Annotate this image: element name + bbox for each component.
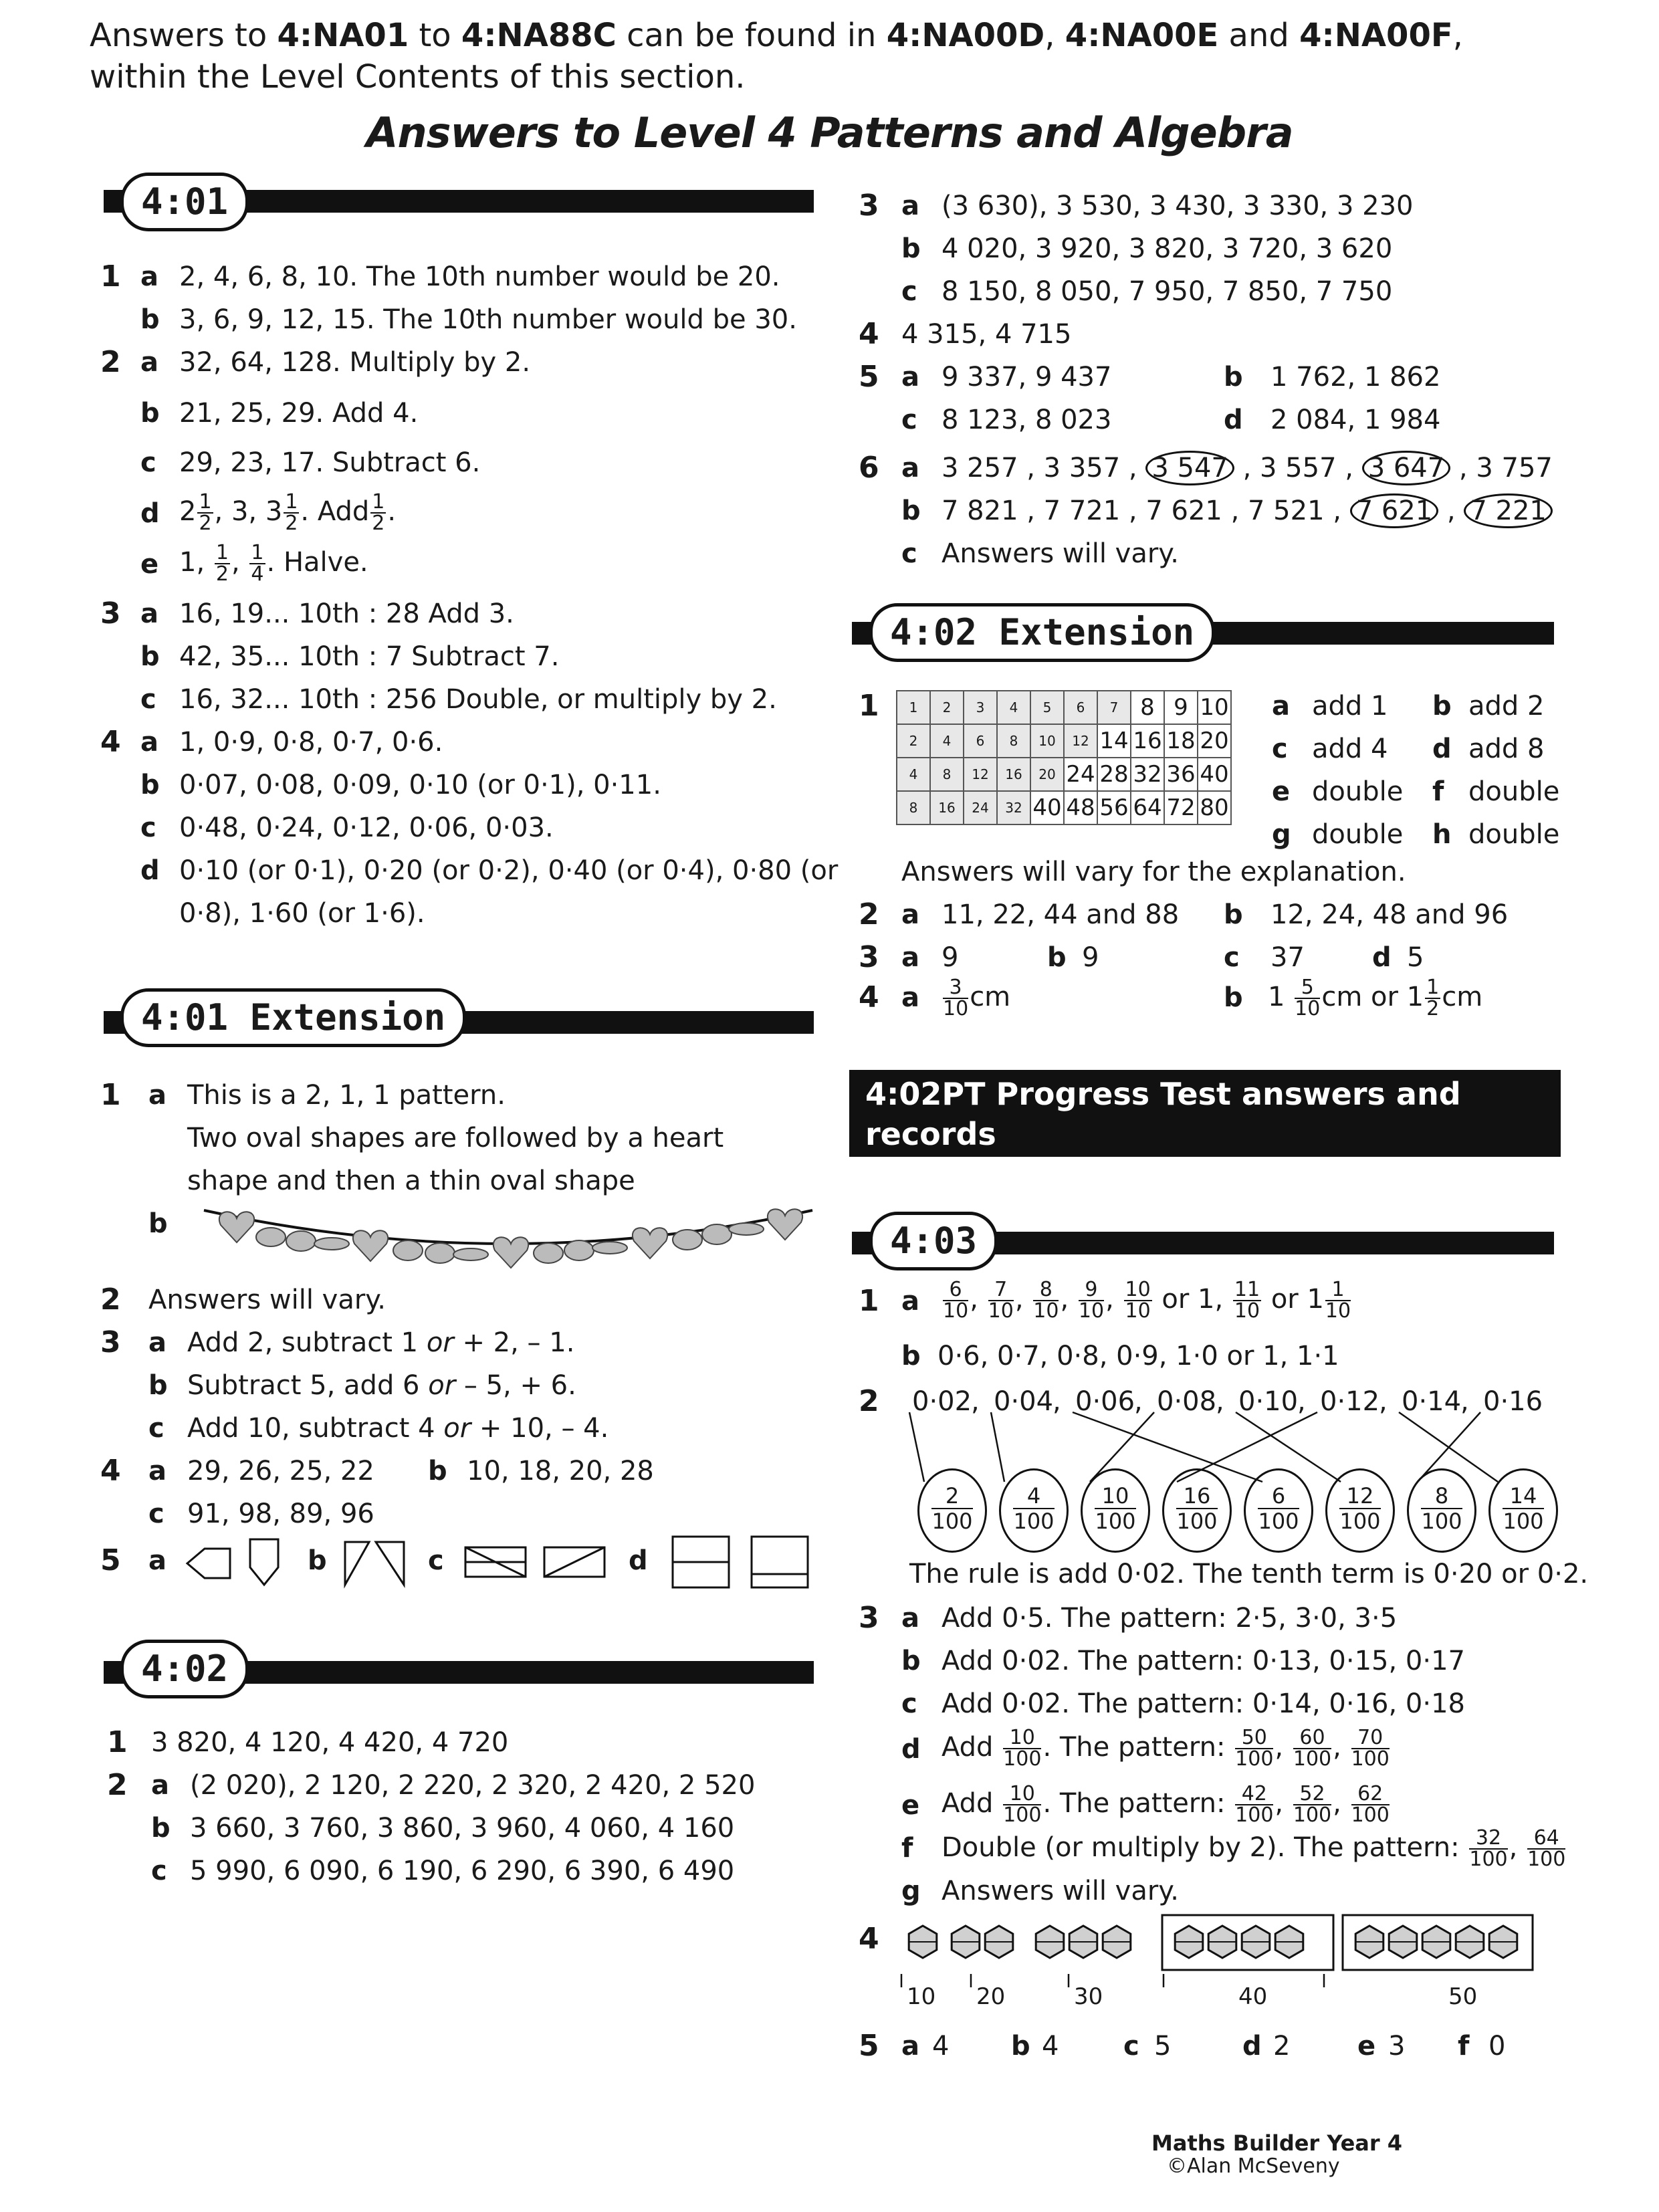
q-letter: a	[140, 261, 158, 292]
separator: ,	[1134, 1386, 1143, 1417]
q-number: 4	[859, 1922, 879, 1956]
answer-text: 8 123, 8 023	[942, 405, 1112, 435]
fraction-oval	[999, 1468, 1069, 1553]
q-letter: f	[1458, 2031, 1470, 2062]
book-title: Maths Builder Year 4	[1151, 2130, 1403, 2156]
q-letter: d	[1432, 734, 1452, 764]
answer-text: 1, 0·9, 0·8, 0·7, 0·6.	[179, 727, 443, 758]
grid-cell: 48	[1064, 791, 1097, 824]
q-letter: d	[629, 1545, 648, 1576]
fraction-oval	[1407, 1468, 1476, 1553]
section-heading-4-03: 4:03	[869, 1212, 998, 1270]
grid-cell: 2	[897, 724, 930, 758]
fraction: $\frac{5}{10}$	[1295, 976, 1321, 1020]
q-letter: a	[901, 899, 919, 930]
answer-text: 9	[942, 942, 959, 973]
separator: ,	[1379, 1386, 1388, 1417]
circled-value: 7 221	[1464, 493, 1553, 528]
answer-text: 0·07, 0·08, 0·09, 0·10 (or 0·1), 0·11.	[179, 770, 661, 800]
answer-text: 2, 4, 6, 8, 10. The 10th number would be 20.	[179, 261, 780, 292]
q-letter: f	[901, 1833, 913, 1864]
q-number: 3	[100, 1325, 121, 1359]
grid-cell: 20	[1198, 724, 1231, 758]
q-letter: a	[901, 191, 919, 221]
q-number: 4	[859, 980, 879, 1014]
answer-text: 4 315, 4 715	[901, 319, 1072, 350]
q-letter: a	[901, 982, 919, 1013]
q-number: 6	[859, 451, 879, 485]
q-letter: b	[1224, 982, 1243, 1013]
fraction: $\frac{6}{10}$	[943, 1278, 969, 1323]
answer-text: 1 $\frac{5}{10}$ cm or 1 $\frac{1}{2}$ cm	[1268, 976, 1483, 1020]
answer-text: 0·48, 0·24, 0·12, 0·06, 0·03.	[179, 812, 554, 843]
grid-cell: 6	[964, 724, 997, 758]
q-letter: d	[1242, 2031, 1262, 2062]
q-letter: b	[901, 1646, 921, 1676]
answer-text: $\frac{6}{10}$ , $\frac{7}{10}$ , $\frac{8}{10}$ , $\frac{9}{10}$ , $\frac{10}{10}$ or 1, $\frac{11}{10}$ or 1 $\frac{1}{10}$	[943, 1278, 1351, 1323]
shape-answer-a	[181, 1535, 288, 1590]
answer-text: 9	[1082, 942, 1099, 973]
hexagon-count-label: 20	[976, 1983, 1006, 2010]
q-letter: b	[140, 770, 160, 800]
answer-text: Add 10, subtract 4 or + 10, – 4.	[187, 1413, 609, 1444]
answer-text: shape and then a thin oval shape	[187, 1166, 635, 1196]
answer-text: 37	[1270, 942, 1305, 973]
q-letter: h	[1432, 819, 1452, 850]
answer-text: 8 150, 8 050, 7 950, 7 850, 7 750	[942, 276, 1393, 307]
q-number: 4	[859, 317, 879, 351]
grid-cell: 28	[1097, 758, 1131, 791]
answer-text: 2	[1273, 2031, 1291, 2062]
fraction-oval	[1244, 1468, 1313, 1553]
fraction-oval	[917, 1468, 987, 1553]
answer-text: 0·6, 0·7, 0·8, 0·9, 1·0 or 1, 1·1	[937, 1341, 1339, 1371]
q-letter: a	[148, 1080, 167, 1111]
answer-text: 0·8), 1·60 (or 1·6).	[179, 898, 425, 929]
q-letter: c	[140, 684, 156, 715]
fraction: $\frac{16}{100}$	[1176, 1483, 1218, 1534]
fraction: $\frac{52}{100}$	[1293, 1782, 1332, 1827]
grid-cell: 24	[964, 791, 997, 824]
grid-cell: 4	[997, 691, 1030, 724]
q-number: 5	[100, 1543, 121, 1577]
answer-text: Add 0·5. The pattern: 2·5, 3·0, 3·5	[942, 1603, 1398, 1634]
q-letter: b	[148, 1370, 168, 1401]
answer-text: 3 257 , 3 357 , 3 547 , 3 557 , 3 647 , 3 757	[942, 452, 1553, 484]
grid-cell: 16	[1131, 724, 1164, 758]
answer-text: (2 020), 2 120, 2 220, 2 320, 2 420, 2 520	[190, 1770, 756, 1801]
separator: ,	[1216, 1386, 1224, 1417]
answer-text: 32, 64, 128. Multiply by 2.	[179, 347, 531, 378]
answer-text: 0	[1488, 2031, 1506, 2062]
grid-cell: 10	[1198, 691, 1231, 724]
grid-cell: 80	[1198, 791, 1231, 824]
answer-text: 3 660, 3 760, 3 860, 3 960, 4 060, 4 160	[190, 1813, 735, 1844]
q-letter: b	[1432, 691, 1452, 722]
fraction: $\frac{12}{100}$	[1339, 1483, 1381, 1534]
sequence-term: 0·08	[1157, 1386, 1217, 1417]
q-letter: c	[140, 812, 156, 843]
answer-text: 3, 6, 9, 12, 15. The 10th number would be 30.	[179, 304, 797, 335]
q-letter: a	[901, 453, 919, 483]
grid-cell: 2	[930, 691, 964, 724]
q-letter: d	[1224, 405, 1243, 435]
q-letter: a	[1272, 691, 1290, 722]
answer-text: 4 020, 3 920, 3 820, 3 720, 3 620	[942, 233, 1393, 264]
fraction: $\frac{1}{4}$	[251, 541, 264, 586]
q-letter: c	[901, 1688, 917, 1719]
answer-text: 2 084, 1 984	[1270, 405, 1441, 435]
fraction: $\frac{60}{100}$	[1293, 1726, 1332, 1771]
sequence-term: 0·10	[1238, 1386, 1299, 1417]
number-grid	[896, 690, 1232, 825]
answer-text: 21, 25, 29. Add 4.	[179, 398, 419, 429]
q-number: 1	[859, 1284, 879, 1318]
hexagon-count-label: 10	[907, 1983, 936, 2010]
fraction: $\frac{1}{2}$	[285, 490, 298, 535]
grid-cell: 9	[1164, 691, 1198, 724]
q-letter: a	[140, 347, 158, 378]
grid-cell: 36	[1164, 758, 1198, 791]
q-letter: e	[140, 549, 159, 580]
shape-answer-c	[461, 1542, 609, 1582]
grid-cell: 32	[997, 791, 1030, 824]
grid-row	[897, 791, 1231, 824]
sequence-term: 0·14	[1402, 1386, 1462, 1417]
q-number: 1	[859, 689, 879, 723]
answer-text: 29, 26, 25, 22	[187, 1456, 374, 1486]
grid-row	[897, 691, 1231, 724]
q-letter: a	[901, 1603, 919, 1634]
q-letter: a	[901, 942, 919, 973]
grid-cell: 16	[930, 791, 964, 824]
grid-row	[897, 724, 1231, 758]
q-letter: e	[1357, 2031, 1376, 2062]
q-letter: b	[151, 1813, 171, 1844]
answer-text: double	[1468, 819, 1560, 850]
q-letter: c	[1272, 734, 1288, 764]
q-letter: b	[901, 233, 921, 264]
q-letter: a	[148, 1456, 167, 1486]
fraction: $\frac{8}{100}$	[1421, 1483, 1462, 1534]
sequence-term: 0·06	[1075, 1386, 1135, 1417]
answer-text: Add $\frac{10}{100}$ . The pattern: $\frac{50}{100}$ , $\frac{60}{100}$ , $\frac{70}{100}$	[942, 1726, 1390, 1771]
q-letter: b	[140, 398, 160, 429]
q-letter: b	[901, 495, 921, 526]
answer-text: (3 630), 3 530, 3 430, 3 330, 3 230	[942, 191, 1414, 221]
fraction: $\frac{32}{100}$	[1469, 1826, 1508, 1871]
q-letter: a	[151, 1770, 169, 1801]
answer-text: 10, 18, 20, 28	[467, 1456, 654, 1486]
fraction: $\frac{9}{10}$	[1078, 1278, 1105, 1323]
circled-value: 3 647	[1362, 451, 1451, 485]
bead-necklace-pattern	[201, 1197, 816, 1284]
fraction: $\frac{8}{10}$	[1033, 1278, 1059, 1323]
q-number: 2	[100, 1283, 121, 1317]
q-letter: d	[901, 1734, 921, 1765]
answer-text: 16, 19... 10th : 28 Add 3.	[179, 598, 514, 629]
separator: ,	[971, 1386, 980, 1417]
grid-cell: 32	[1131, 758, 1164, 791]
hexagon-count-label: 50	[1448, 1983, 1478, 2010]
answer-text: 2 $\frac{1}{2}$ , 3, 3 $\frac{1}{2}$ . Add $\frac{1}{2}$ .	[179, 490, 397, 535]
answer-text: $\frac{3}{10}$ cm	[943, 976, 1011, 1020]
q-letter: c	[151, 1856, 167, 1886]
q-number: 5	[859, 360, 879, 394]
q-number: 2	[100, 345, 121, 379]
q-letter: a	[140, 598, 158, 629]
answer-text: 5	[1407, 942, 1424, 973]
q-letter: a	[901, 362, 919, 393]
answer-text: Answers will vary.	[942, 538, 1179, 569]
page-title: Answers to Level 4 Patterns and Algebra	[366, 108, 1293, 157]
grid-row	[897, 758, 1231, 791]
grid-cell: 24	[1064, 758, 1097, 791]
answer-text: 3 820, 4 120, 4 420, 4 720	[151, 1727, 509, 1758]
answer-text: 9 337, 9 437	[942, 362, 1112, 393]
answer-text: Answers will vary.	[942, 1876, 1179, 1906]
sequence-term: 0·04	[994, 1386, 1054, 1417]
answer-text: 3	[1388, 2031, 1406, 2062]
separator: ,	[1053, 1386, 1061, 1417]
fraction: $\frac{10}{100}$	[1095, 1483, 1136, 1534]
q-letter: b	[428, 1456, 447, 1486]
answer-text: 29, 23, 17. Subtract 6.	[179, 447, 481, 478]
fraction: $\frac{10}{100}$	[1003, 1782, 1042, 1827]
section-heading-4-01: 4:01	[120, 173, 249, 231]
q-number: 4	[100, 725, 121, 759]
q-letter: b	[1224, 899, 1243, 930]
fraction: $\frac{1}{2}$	[199, 490, 212, 535]
grid-cell: 20	[1030, 758, 1064, 791]
circled-value: 7 621	[1350, 493, 1439, 528]
fraction: $\frac{64}{100}$	[1527, 1826, 1566, 1871]
fraction: $\frac{7}{10}$	[988, 1278, 1014, 1323]
answer-text: Add 0·02. The pattern: 0·13, 0·15, 0·17	[942, 1646, 1465, 1676]
q-letter: b	[901, 1341, 921, 1371]
fraction-oval	[1081, 1468, 1150, 1553]
grid-cell: 16	[997, 758, 1030, 791]
answer-text: double	[1312, 819, 1404, 850]
answer-text: 5	[1154, 2031, 1172, 2062]
fraction: $\frac{62}{100}$	[1351, 1782, 1390, 1827]
answer-text: 16, 32... 10th : 256 Double, or multiply by 2.	[179, 684, 777, 715]
shape-answer-d	[669, 1533, 812, 1591]
q-letter: c	[901, 538, 917, 569]
answer-text: 4	[1042, 2031, 1059, 2062]
answer-text: add 8	[1468, 734, 1545, 764]
answer-text: Add $\frac{10}{100}$ . The pattern: $\frac{42}{100}$ , $\frac{52}{100}$ , $\frac{62}{100}$	[942, 1782, 1390, 1827]
grid-cell: 56	[1097, 791, 1131, 824]
q-number: 3	[859, 1601, 879, 1635]
fraction: $\frac{10}{100}$	[1003, 1726, 1042, 1771]
q-letter: d	[140, 498, 160, 529]
fraction-oval	[1162, 1468, 1232, 1553]
q-number: 2	[859, 1384, 879, 1418]
answer-text: 1, $\frac{1}{2}$ , $\frac{1}{4}$ . Halve.	[179, 541, 368, 586]
q-number: 2	[859, 897, 879, 931]
sequence-term: 0·02	[912, 1386, 972, 1417]
answer-text: Answers will vary for the explanation.	[901, 857, 1406, 887]
grid-cell: 64	[1131, 791, 1164, 824]
answer-text: add 2	[1468, 691, 1545, 722]
q-letter: e	[901, 1790, 920, 1821]
grid-cell: 14	[1097, 724, 1131, 758]
fraction: $\frac{4}{100}$	[1013, 1483, 1055, 1534]
fraction-oval	[1325, 1468, 1395, 1553]
answer-text: add 1	[1312, 691, 1388, 722]
answer-text: The rule is add 0·02. The tenth term is 0·20 or 0·2.	[909, 1559, 1589, 1589]
fraction-oval	[1488, 1468, 1558, 1553]
matching-lines	[896, 1408, 1565, 1488]
answer-text: 91, 98, 89, 96	[187, 1499, 374, 1529]
grid-cell: 12	[964, 758, 997, 791]
grid-cell: 40	[1030, 791, 1064, 824]
separator: ,	[1297, 1386, 1306, 1417]
q-letter: c	[1224, 942, 1240, 973]
answer-text: This is a 2, 1, 1 pattern.	[187, 1080, 506, 1111]
section-heading-4-02-extension: 4:02 Extension	[869, 603, 1215, 662]
q-number: 2	[107, 1768, 128, 1802]
grid-cell: 18	[1164, 724, 1198, 758]
fraction: $\frac{1}{10}$	[1325, 1278, 1351, 1323]
q-letter: g	[1272, 819, 1291, 850]
q-number: 5	[859, 2029, 879, 2063]
grid-cell: 4	[897, 758, 930, 791]
sequence-term: 0·12	[1320, 1386, 1380, 1417]
q-letter: a	[901, 2031, 919, 2062]
q-letter: c	[148, 1413, 164, 1444]
answer-text: 11, 22, 44 and 88	[942, 899, 1180, 930]
q-letter: c	[901, 405, 917, 435]
q-letter: d	[1372, 942, 1392, 973]
circled-value: 3 547	[1145, 451, 1234, 485]
grid-cell: 5	[1030, 691, 1064, 724]
intro-text: Answers to 4:NA01 to 4:NA88C can be found in 4:NA00D, 4:NA00E and 4:NA00F, within the Level Contents of this section.	[90, 17, 1463, 96]
author-credit: ©Alan McSeveny	[1167, 2154, 1340, 2178]
answer-text: 4	[932, 2031, 950, 2062]
hexagon-count-label: 30	[1074, 1983, 1103, 2010]
answer-text: Double (or multiply by 2). The pattern: $\frac{32}{100}$ , $\frac{64}{100}$	[942, 1826, 1566, 1871]
q-letter: b	[308, 1545, 327, 1576]
q-number: 3	[100, 596, 121, 631]
answer-text: Add 0·02. The pattern: 0·14, 0·16, 0·18	[942, 1688, 1465, 1719]
fraction: $\frac{14}{100}$	[1503, 1483, 1544, 1534]
grid-cell: 40	[1198, 758, 1231, 791]
q-letter: c	[1123, 2031, 1139, 2062]
fraction: $\frac{2}{100}$	[931, 1483, 973, 1534]
q-letter: b	[148, 1208, 168, 1239]
fraction: $\frac{1}{2}$	[372, 490, 385, 535]
fraction: $\frac{3}{10}$	[943, 976, 969, 1020]
grid-cell: 72	[1164, 791, 1198, 824]
q-letter: b	[140, 641, 160, 672]
q-number: 4	[100, 1454, 121, 1488]
grid-cell: 12	[1064, 724, 1097, 758]
section-heading-4-02: 4:02	[120, 1640, 249, 1698]
fraction: $\frac{11}{10}$	[1234, 1278, 1260, 1323]
q-letter: b	[1224, 362, 1243, 393]
q-letter: c	[428, 1545, 444, 1576]
answer-text: Subtract 5, add 6 or – 5, + 6.	[187, 1370, 576, 1401]
fraction: $\frac{10}{10}$	[1125, 1278, 1151, 1323]
q-letter: b	[140, 304, 160, 335]
q-letter: a	[140, 727, 158, 758]
sequence-term: 0·16	[1483, 1386, 1543, 1417]
q-letter: a	[901, 1286, 919, 1317]
q-number: 3	[859, 940, 879, 974]
shape-answer-b	[341, 1535, 408, 1590]
q-letter: e	[1272, 776, 1291, 807]
answer-text: 0·10 (or 0·1), 0·20 (or 0·2), 0·40 (or 0·4), 0·80 (or	[179, 855, 839, 886]
grid-cell: 8	[1131, 691, 1164, 724]
answer-text: Add 2, subtract 1 or + 2, – 1.	[187, 1327, 575, 1358]
hexagon-count-label: 40	[1238, 1983, 1268, 2010]
fraction: $\frac{70}{100}$	[1351, 1726, 1390, 1771]
answer-text: 5 990, 6 090, 6 190, 6 290, 6 390, 6 490	[190, 1856, 735, 1886]
answer-text: double	[1312, 776, 1404, 807]
grid-cell: 8	[930, 758, 964, 791]
grid-cell: 6	[1064, 691, 1097, 724]
q-letter: a	[148, 1327, 167, 1358]
grid-cell: 7	[1097, 691, 1131, 724]
fraction: $\frac{1}{2}$	[215, 541, 229, 586]
answer-text: 7 821 , 7 721 , 7 621 , 7 521 , 7 621 , 7 221	[942, 495, 1553, 527]
section-heading-4-01-extension: 4:01 Extension	[120, 988, 466, 1047]
fraction: $\frac{1}{2}$	[1426, 976, 1440, 1020]
answer-text: Answers will vary.	[148, 1285, 386, 1315]
answer-text: add 4	[1312, 734, 1388, 764]
progress-test-note: 4:02PT Progress Test answers and records are at the end of this section.	[849, 1070, 1561, 1157]
q-number: 3	[859, 189, 879, 223]
q-letter: d	[140, 855, 160, 886]
q-letter: g	[901, 1876, 921, 1906]
answer-text: double	[1468, 776, 1560, 807]
q-number: 1	[107, 1725, 128, 1759]
q-number: 1	[100, 1078, 121, 1112]
q-letter: b	[1047, 942, 1067, 973]
answer-text: 42, 35... 10th : 7 Subtract 7.	[179, 641, 560, 672]
answer-text: 1 762, 1 862	[1270, 362, 1441, 393]
grid-cell: 4	[930, 724, 964, 758]
q-number: 1	[100, 259, 121, 294]
fraction: $\frac{50}{100}$	[1235, 1726, 1274, 1771]
fraction: $\frac{42}{100}$	[1235, 1782, 1274, 1827]
q-letter: c	[148, 1499, 164, 1529]
grid-cell: 8	[897, 791, 930, 824]
fraction: $\frac{6}{100}$	[1258, 1483, 1299, 1534]
answer-text: Two oval shapes are followed by a heart	[187, 1123, 724, 1153]
q-letter: f	[1432, 776, 1444, 807]
q-letter: c	[140, 447, 156, 478]
answer-text: 12, 24, 48 and 96	[1270, 899, 1509, 930]
grid-cell: 8	[997, 724, 1030, 758]
q-letter: a	[148, 1545, 167, 1576]
q-letter: c	[901, 276, 917, 307]
grid-cell: 1	[897, 691, 930, 724]
grid-cell: 3	[964, 691, 997, 724]
q-letter: b	[1011, 2031, 1030, 2062]
grid-cell: 10	[1030, 724, 1064, 758]
separator: ,	[1460, 1386, 1469, 1417]
